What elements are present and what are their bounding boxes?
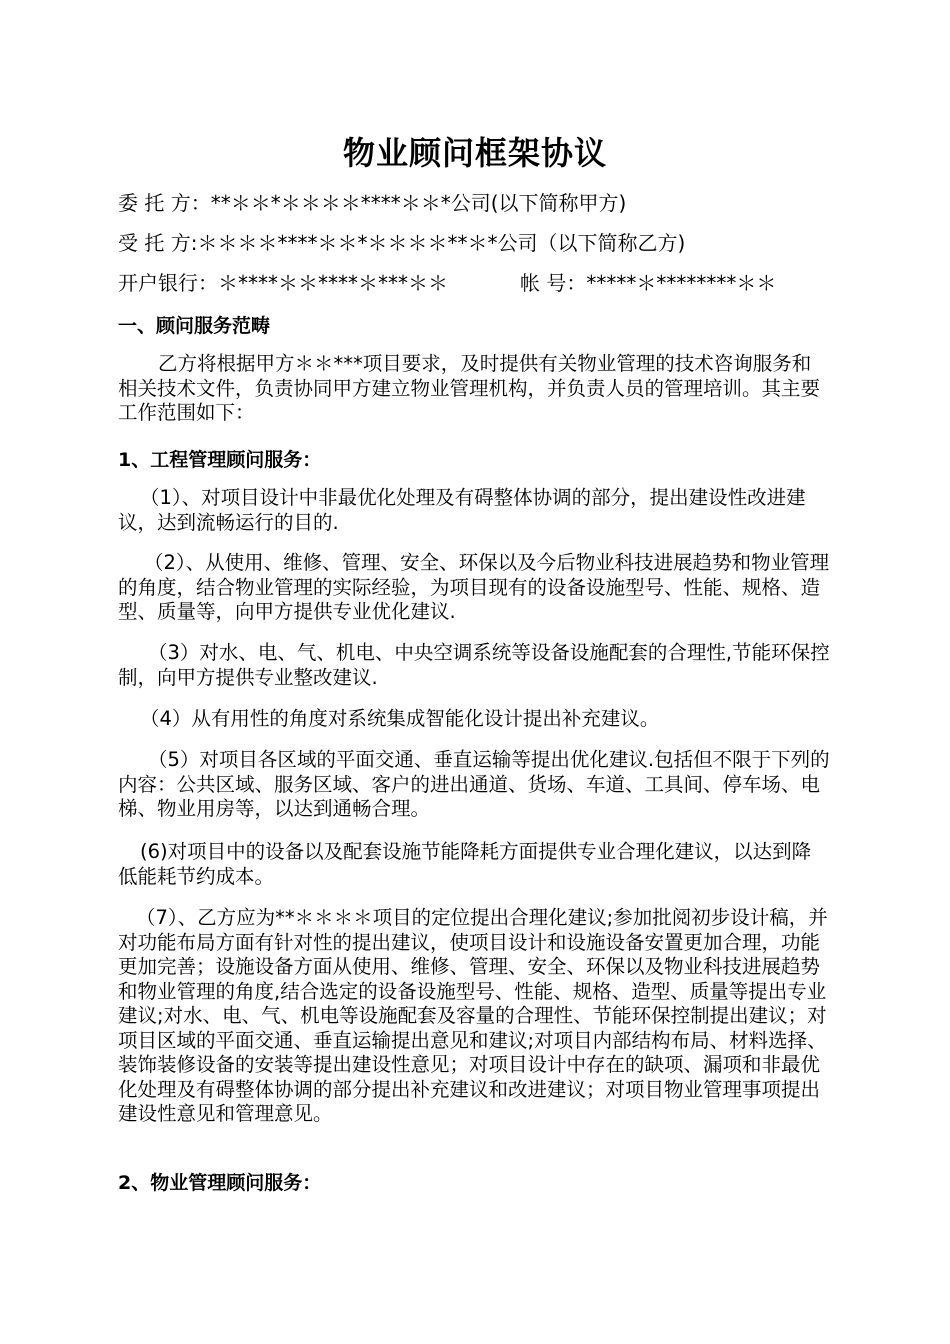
account-line: 帐 号：*****＊********＊＊ <box>520 271 777 295</box>
item-2: （2）、从使用、维修、管理、安全、环保以及今后物业科技进展趋势和物业管理的角度，结合物业管理的实际经验，为项目现有的设备设施型号、性能、规格、造型、质量等，向甲方提供专业优化建议. <box>118 551 830 623</box>
item-1: （1）、对项目设计中非最优化处理及有碍整体协调的部分，提出建设性改进建议，达到流畅运行的目的. <box>118 486 806 534</box>
item-5: （5）对项目各区域的平面交通、垂直运输等提出优化建议.包括但不限于下列的内容：公共区域、服务区域、客户的进出通道、货场、车道、工具间、停车场、电梯、物业用房等，以达到通畅合理。 <box>118 748 830 820</box>
item-3: （3）对水、电、气、机电、中央空调系统等设备设施配套的合理性,节能环保控制，向甲方提供专业整改建议. <box>118 641 830 689</box>
bank-line: 开户银行：＊****＊＊****＊***＊＊ <box>118 271 448 295</box>
sub1-heading: 1、工程管理顾问服务： <box>118 449 322 471</box>
agent-line: 受 托 方:＊＊＊＊****＊＊*＊＊＊＊**＊*公司（以下简称乙方) <box>118 231 686 255</box>
client-line: 委 托 方：**＊＊*＊＊＊＊****＊＊*公司(以下简称甲方) <box>118 191 627 215</box>
document-title: 物业顾问框架协议 <box>342 134 607 172</box>
item-4: （4）从有用性的角度对系统集成智能化设计提出补充建议。 <box>140 707 660 730</box>
item-7: （7）、乙方应为**＊＊＊＊项目的定位提出合理化建议;参加批阅初步设计稿，并对功能布局方面有针对性的提出建议，使项目设计和设施设备安置更加合理，功能更加完善；设施设备方面从使用、维修、管理、安全、环保以及物业科技进展趋势和物业管理的角度,结合选定的设备设施型号、性能、规格、造型、质量等提出专业建议;对水、电、气、机电等设施配套及容量的合理性、节能环保控制提出建议；对项目区域的平面交通、垂直运输提出意见和建议;对项目内部结构布局、材料选择、装饰装修设备的安装等提出建设性意见；对项目设计中存在的缺项、漏项和非最优化处理及有碍整体协调的部分提出补充建议和改进建议；对项目物业管理事项提出建设性意见和管理意见。 <box>118 906 828 1125</box>
item-6: (6)对项目中的设备以及配套设施节能降耗方面提供专业合理化建议，以达到降低能耗节约成本。 <box>118 840 812 888</box>
section1-heading: 一、顾问服务范畴 <box>118 315 271 337</box>
sub2-heading: 2、物业管理顾问服务： <box>118 1172 322 1194</box>
intro-paragraph: 乙方将根据甲方＊＊***项目要求，及时提供有关物业管理的技术咨询服务和相关技术文件，负责协同甲方建立物业管理机构，并负责人员的管理培训。其主要工作范围如下： <box>118 352 821 424</box>
